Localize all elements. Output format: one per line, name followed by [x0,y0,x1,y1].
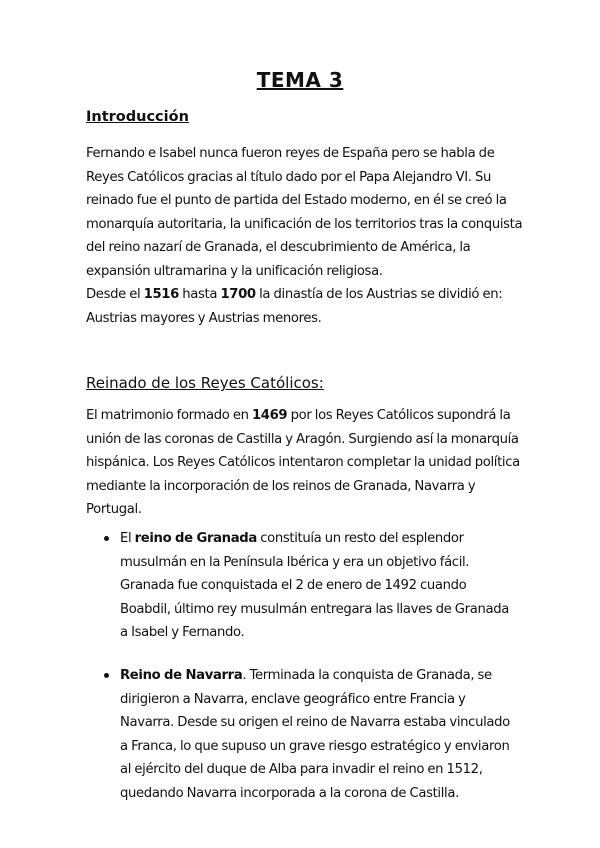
year-1516: 1516 [143,287,179,302]
text-segment: por los Reyes Católicos supondrá la unión de las coronas de Castilla y Aragón. Surgiendo así la monarquía hispánica. Los Reyes Católicos intentaron completar la unidad política mediante la incorporación de los reinos de Granada, Navarra y Portugal. [86,408,520,518]
text-segment: Desde el [86,287,144,302]
year-1469: 1469 [251,408,288,423]
page-title: TEMA 3 [256,68,344,92]
bold-term: Reino de Navarra [120,668,243,683]
text-segment: . Terminada la conquista de Granada, se dirigieron a Navarra, enclave geográfico entre Francia y Navarra. Desde su origen el reino de Navarra estaba vinculado a Franca, lo que supuso un grave riesgo estratégico y enviaron al ejército del duque de Alba para invadir el reino en 1512, quedando Navarra incorporada a la corona de Castilla. [120,668,510,801]
reinado-paragraph [86,404,526,522]
section-heading-introduccion: Introducción [86,109,189,125]
text-segment: El [120,531,135,546]
section-heading-reinado: Reinado de los Reyes Católicos: [86,374,324,392]
intro-paragraph: Fernando e Isabel nunca fueron reyes de España pero se habla de Reyes Católicos gracias al título dado por el Papa Alejandro VI. Su reinado fue el punto de partida del Estado moderno, en él se creó la monarquía autoritaria, la unificación de los territorios tras la conquista del reino nazarí de Granada, el descubrimiento de América, la expansión ultramarina y la unificación religiosa. [86,146,523,279]
bullet-dot-icon [104,673,109,678]
bold-term: reino de Granada [134,531,257,546]
year-1700: 1700 [220,287,256,302]
austrias-paragraph [86,283,526,330]
text-segment: El matrimonio formado en [86,408,252,423]
bullet-dot-icon [104,536,109,541]
text-segment: hasta [178,287,221,302]
text-segment: constituía un resto del esplendor musulmán en la Península Ibérica y era un objetivo fácil. Granada fue conquistada el 2 de enero de 1492 cuando Boabdil, último rey musulmán entregara las llaves de Granada a Isabel y Fernando. [120,531,509,641]
list-item-navarra [120,664,520,806]
list-item-granada [120,527,520,645]
text-segment: la dinastía de los Austrias se dividió en: Austrias mayores y Austrias menores. [86,287,503,326]
